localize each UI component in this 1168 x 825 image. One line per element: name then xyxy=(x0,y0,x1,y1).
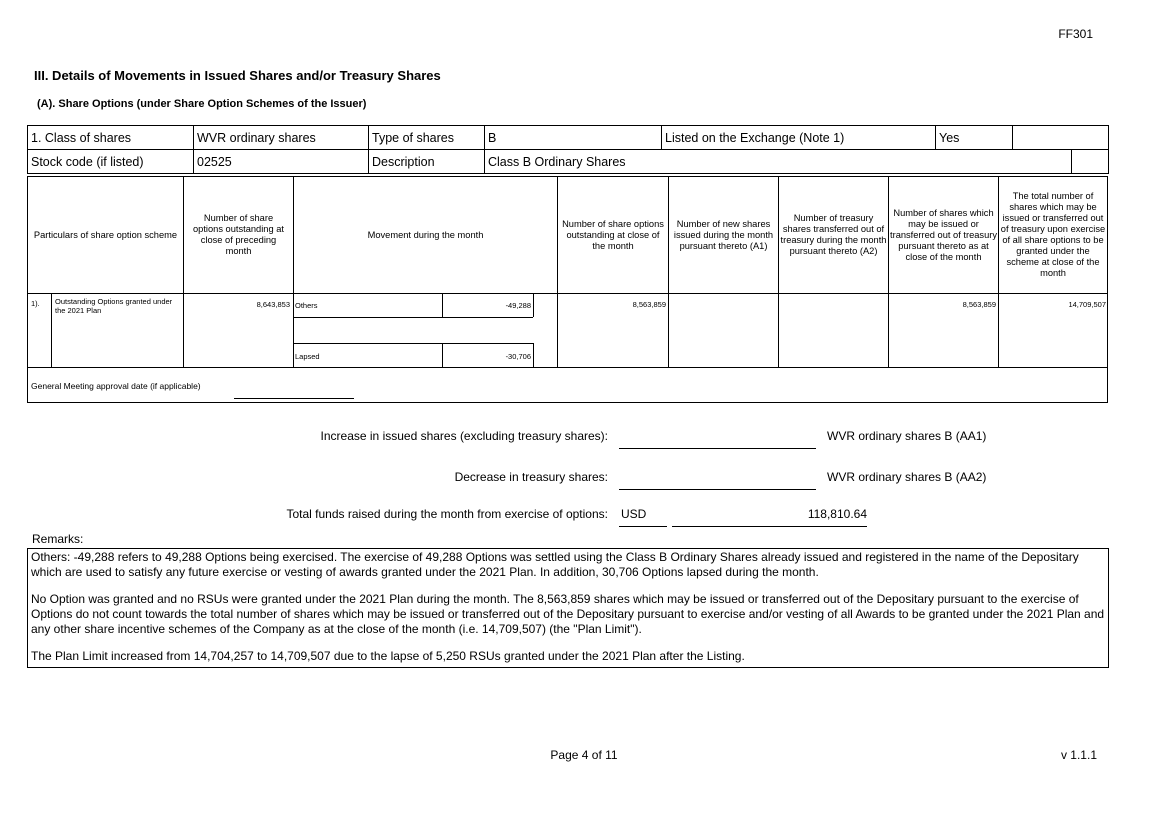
desc-label: Description xyxy=(369,150,485,174)
gm-approval-label: General Meeting approval date (if applicable) xyxy=(31,381,201,391)
remark-paragraph: The Plan Limit increased from 14,704,257 to 14,709,507 due to the lapse of 5,250 RSUs granted under the 2021 Plan after the Listing. xyxy=(31,649,745,663)
row-opening: 8,643,853 xyxy=(256,300,290,309)
decrease-value-line xyxy=(619,489,816,490)
blank-cell xyxy=(1072,150,1109,174)
funds-value-line xyxy=(672,526,867,527)
header-may-issue: Number of shares which may be issued or transferred out of treasury pursuant thereto as at close of the month xyxy=(890,207,997,262)
header-new-shares: Number of new shares issued during the month pursuant thereto (A1) xyxy=(673,218,774,251)
remarks-box xyxy=(27,548,1109,668)
form-code: FF301 xyxy=(1058,27,1093,41)
section-title: III. Details of Movements in Issued Shares and/or Treasury Shares xyxy=(34,68,441,83)
form-version: v 1.1.1 xyxy=(1060,748,1097,762)
stock-code-table xyxy=(27,149,1109,174)
remark-paragraph: Others: -49,288 refers to 49,288 Options being exercised. The exercise of 49,288 Options was settled using the Class B Ordinary Shares already issued and registered in the name of the Depositary which are used to satisfy any future exercise or vesting of awards granted under the 2021 Plan. In addition, 30,706 Options lapsed during the month. xyxy=(31,550,1079,579)
header-total: The total number of shares which may be issued or transferred out of treasury upon exercise of all share options to be granted under the scheme at close of the month xyxy=(1000,191,1106,278)
subsection-title: (A). Share Options (under Share Option Schemes of the Issuer) xyxy=(37,98,367,110)
page-number: Page 4 of 11 xyxy=(550,748,618,762)
funds-currency: USD xyxy=(621,507,647,521)
gm-approval-date-line xyxy=(234,398,354,399)
movement-value-others: -49,288 xyxy=(505,301,531,310)
decrease-class: WVR ordinary shares B (AA2) xyxy=(827,470,987,484)
remark-paragraph: No Option was granted and no RSUs were granted under the 2021 Plan during the month. The 8,563,859 shares which may be issued or transferred out of the Depositary pursuant to the exercise of Options do not count towards the total number of shares which may be issued or transferred out of the Depositary pursuant to exercise and/or vesting of all Awards to be granted under the 2021 Plan and any other share incentive schemes of the Company as at the close of the month (i.e. 14,709,507) (the "Plan Limit"). xyxy=(31,592,1105,636)
header-movement: Movement during the month xyxy=(367,229,484,240)
row-scheme-name: Outstanding Options granted under the 2021 Plan xyxy=(55,297,173,315)
row-closing: 8,563,859 xyxy=(632,300,666,309)
header-closing: Number of share options outstanding at close of the month xyxy=(562,218,664,251)
blank-cell xyxy=(1013,126,1109,150)
listed-value: Yes xyxy=(936,126,1013,150)
class-label: 1. Class of shares xyxy=(28,126,194,150)
header-opening: Number of share options outstanding at close of preceding month xyxy=(193,213,284,256)
increase-class: WVR ordinary shares B (AA1) xyxy=(827,429,987,443)
class-row xyxy=(28,126,1109,150)
decrease-label: Decrease in treasury shares: xyxy=(454,470,608,484)
options-movement-grid xyxy=(27,176,1108,403)
type-label: Type of shares xyxy=(369,126,485,150)
type-value: B xyxy=(485,126,662,150)
movement-type-lapsed: Lapsed xyxy=(295,352,320,361)
funds-label: Total funds raised during the month from exercise of options: xyxy=(286,507,608,521)
header-treasury: Number of treasury shares transferred out of treasury during the month pursuant thereto (A2) xyxy=(780,213,887,256)
code-label: Stock code (if listed) xyxy=(28,150,194,174)
funds-currency-line xyxy=(619,526,667,527)
movement-type-others: Others xyxy=(295,301,318,310)
share-class-table xyxy=(27,125,1109,150)
row-total: 14,709,507 xyxy=(1068,300,1106,309)
increase-value-line xyxy=(619,448,816,449)
stock-row xyxy=(28,150,1109,174)
increase-label: Increase in issued shares (excluding treasury shares): xyxy=(320,429,608,443)
class-value: WVR ordinary shares xyxy=(194,126,369,150)
desc-value: Class B Ordinary Shares xyxy=(485,150,1072,174)
funds-value: 118,810.64 xyxy=(807,507,867,521)
header-particulars: Particulars of share option scheme xyxy=(33,229,178,240)
movement-value-lapsed: -30,706 xyxy=(505,352,531,361)
remarks-label: Remarks: xyxy=(32,532,84,546)
row-may-issue: 8,563,859 xyxy=(962,300,996,309)
code-value: 02525 xyxy=(194,150,369,174)
listed-label: Listed on the Exchange (Note 1) xyxy=(662,126,936,150)
row-index: 1). xyxy=(31,299,40,308)
